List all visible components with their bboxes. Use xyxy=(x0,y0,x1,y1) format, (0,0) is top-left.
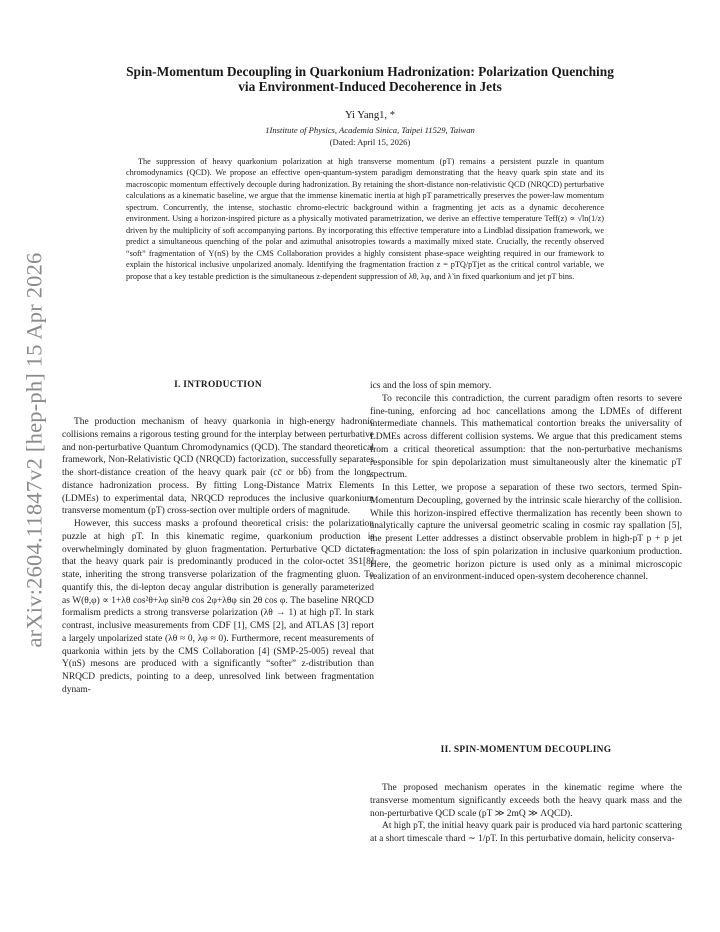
affiliation-line: 1Institute of Physics, Academia Sinica, Taipei 11529, Taiwan xyxy=(265,125,475,135)
intro-continued-text: ics and the loss of spin memory. xyxy=(370,381,492,391)
title-line-1: Spin-Momentum Decoupling in Quarkonium Hadronization: Polarization Quenching xyxy=(126,64,614,79)
author-line: Yi Yang1, * xyxy=(344,110,396,121)
spin-paragraph-2: At high pT, the initial heavy quark pair is produced via hard partonic scattering at a short timescale τhard ∼ 1/pT. In this perturbative domain, helicity conserva- xyxy=(370,821,682,844)
dated-line: (Dated: April 15, 2026) xyxy=(329,137,411,147)
arxiv-stamp-text: arXiv:2604.11847v2 [hep-ph] 15 Apr 2026 xyxy=(22,252,48,648)
right-column xyxy=(370,380,682,584)
intro-paragraph-4: In this Letter, we propose a separation of these two sectors, termed Spin-Momentum Decoupling, governed by the intrinsic scale hierarchy of the collision. While this horizon-inspired effective thermalization has recently been shown to analytically capture the universal geometric scaling in cosmic ray spallation [5], the present Letter addresses a distinct observable problem in high-pT p + p jet fragmentation: the loss of spin polarization in inclusive quarkonium production. Here, the geometric horizon picture is used only as a minimal microscopic realization of an environment-induced open-system decoherence channel. xyxy=(370,483,682,583)
spin-paragraph-1: The proposed mechanism operates in the kinematic regime where the transverse momentum significantly exceeds both the heavy quark mass and the non-perturbative QCD scale (pT ≫ 2mQ ≫ ΛQCD). xyxy=(370,783,682,819)
section-heading-spin-momentum: II. SPIN-MOMENTUM DECOUPLING xyxy=(440,745,612,755)
abstract: The suppression of heavy quarkonium polarization at high transverse momentum (pT) remains a persistent puzzle in quantum chromodynamics (QCD). We propose an effective open-quantum-system paradigm demonstrating that the heavy quark spin state and its macroscopic momentum effectively decouple during hadronization. By retaining the short-distance non-relativistic QCD (NRQCD) perturbative calculations as a kinematic baseline, we argue that the immense kinematic inertia at high pT parametrically preserves the power-law momentum spectrum. Concurrently, the intense, stochastic chromo-electric background within a fragmenting jet acts as a dynamic decoherence environment. Using a horizon-inspired picture as a physically motivated parametrization, we derive an effective temperature Teff(z) ∝ √ln(1/z) driven by the multiplicity of soft accompanying partons. By incorporating this effective temperature into a Lindblad dissipation framework, we predict a simultaneous quenching of the polar and azimuthal anisotropies towards a maximally mixed state. Crucially, the recently observed “soft” fragmentation of Υ(nS) by the CMS Collaboration provides a highly consistent phase-space weighting required in our framework to explain the historical inclusive unpolarized anomaly. Identifying the fragmentation fraction z = pTQ/pTjet as the critical control variable, we propose that a key testable prediction is the simultaneous z-dependent suppression of λθ, λφ, and λ̃ in fixed quarkonium and jet pT bins. xyxy=(126,157,604,281)
intro-paragraph-2: However, this success masks a profound theoretical crisis: the polarization puzzle at high pT. In this kinematic regime, quarkonium production is overwhelmingly dominated by gluon fragmentation. Perturbative QCD dictates that the heavy quark pair is predominantly produced in the color-octet 3S1[8] state, inheriting the strong transverse polarization of the fragmenting gluon. To quantify this, the di-lepton decay angular distribution is generally parameterized as W(θ,φ) ∝ 1+λθ cos²θ+λφ sin²θ cos 2φ+λθφ sin 2θ cos φ. The baseline NRQCD formalism predicts a strong transverse polarization (λθ → 1) at high pT. In stark contrast, inclusive measurements from CDF [1], CMS [2], and ATLAS [3] report a largely unpolarized state (λθ ≈ 0, λφ ≈ 0). Furthermore, recent measurements of quarkonia within jets by the CMS Collaboration [4] (SMP-25-005) reveal that Υ(nS) mesons are produced with a significantly “softer” z-distribution than NRQCD predicts, pointing to a deep, unresolved link between fragmentation dynam- xyxy=(62,519,374,695)
intro-paragraph-1: The production mechanism of heavy quarkonia in high-energy hadronic collisions remains a rigorous testing ground for the interplay between perturbative and non-perturbative Quantum Chromodynamics (QCD). The standard theoretical framework, Non-Relativistic QCD (NRQCD) factorization, successfully separates the short-distance creation of the heavy quark pair (cc̄ or bb̄) from the long-distance hadronization process. By fitting Long-Distance Matrix Elements (LDMEs) to experimental data, NRQCD reproduces the inclusive quarkonium transverse momentum (pT) cross-section over multiple orders of magnitude. xyxy=(62,417,374,517)
section-heading-introduction: I. INTRODUCTION xyxy=(174,380,262,390)
arxiv-stamp xyxy=(18,250,52,650)
paper-title xyxy=(60,64,680,94)
spin-section-body xyxy=(370,782,682,846)
title-line-2: via Environment-Induced Decoherence in Jets xyxy=(238,79,502,94)
intro-paragraph-3: To reconcile this contradiction, the current paradigm often resorts to severe fine-tuning, enforcing ad hoc cancellations among the LDMEs of different intermediate channels. This mathematical contortion breaks the universality of LDMEs across different collision systems. We argue that this predicament stems from a critical theoretical assumption: that the non-perturbative mechanisms responsible for spin depolarization must simultaneously alter the kinematic pT spectrum. xyxy=(370,393,682,481)
